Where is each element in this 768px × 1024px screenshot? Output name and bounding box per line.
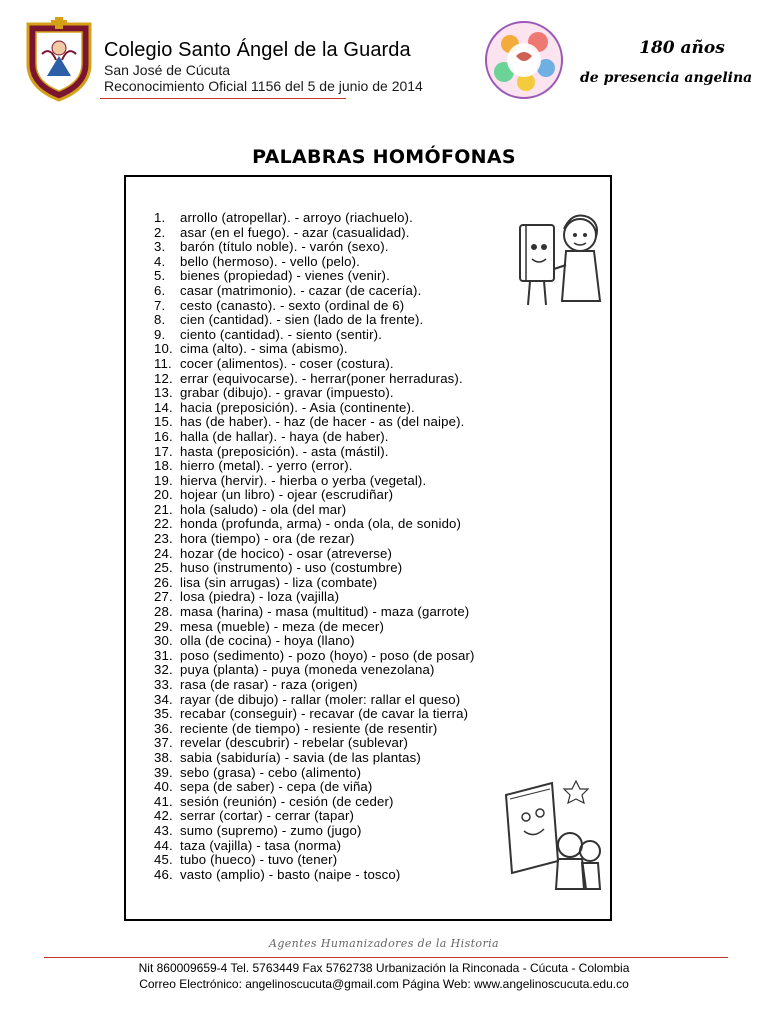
- list-item-number: 16.: [154, 428, 173, 444]
- list-item: [154, 547, 475, 562]
- list-item-text: has (de haber). - haz (de hacer - as (del naipe).: [180, 414, 465, 430]
- list-item-number: 38.: [154, 749, 173, 765]
- list-item: [154, 678, 475, 693]
- list-item: [154, 386, 475, 401]
- list-item-number: 23.: [154, 531, 173, 547]
- list-item-number: 45.: [154, 852, 173, 868]
- list-item: [154, 503, 475, 518]
- list-item-text: cesto (canasto). - sexto (ordinal de 6): [180, 297, 405, 313]
- list-item-text: huso (instrumento) - uso (costumbre): [180, 560, 403, 576]
- list-item: [154, 634, 475, 649]
- list-item: [154, 766, 475, 781]
- list-item-text: casar (matrimonio). - cazar (de cacería).: [180, 282, 422, 298]
- list-item-number: 11.: [154, 355, 172, 371]
- list-item-number: 8.: [154, 312, 166, 328]
- list-item: [154, 751, 475, 766]
- list-item-text: tubo (hueco) - tuvo (tener): [180, 852, 338, 868]
- list-item-text: poso (sedimento) - pozo (hoyo) - poso (de posar): [180, 647, 475, 663]
- list-item: [154, 211, 475, 226]
- list-item: [154, 532, 475, 547]
- list-item: [154, 707, 475, 722]
- list-item-text: hola (saludo) - ola (del mar): [180, 501, 347, 517]
- list-item-text: halla (de hallar). - haya (de haber).: [180, 428, 389, 444]
- list-item-number: 21.: [154, 501, 173, 517]
- list-item: [154, 474, 475, 489]
- page-title: PALABRAS HOMÓFONAS: [252, 146, 516, 168]
- school-name: Colegio Santo Ángel de la Guarda: [104, 39, 411, 61]
- list-item-number: 36.: [154, 720, 173, 736]
- list-item: [154, 853, 475, 868]
- list-item-number: 12.: [154, 370, 173, 386]
- abc-book-drawing: [496, 775, 604, 897]
- list-item: [154, 240, 475, 255]
- list-item: [154, 561, 475, 576]
- list-item: [154, 517, 475, 532]
- list-item-text: cien (cantidad). - sien (lado de la frente).: [180, 312, 424, 328]
- list-item: [154, 780, 475, 795]
- list-item: [154, 401, 475, 416]
- list-item-text: cima (alto). - sima (abismo).: [180, 341, 348, 357]
- list-item: [154, 824, 475, 839]
- anniversary-tagline: de presencia angelina: [580, 70, 753, 86]
- footer-divider: [44, 957, 728, 958]
- list-item-number: 40.: [154, 779, 173, 795]
- list-item-text: hierva (hervir). - hierba o yerba (vegetal).: [180, 472, 427, 488]
- list-item-text: hacia (preposición). - Asia (continente).: [180, 399, 415, 415]
- header-divider: [100, 98, 346, 99]
- list-item: [154, 722, 475, 737]
- list-item-text: ciento (cantidad). - siento (sentir).: [180, 326, 382, 342]
- list-item-number: 20.: [154, 487, 173, 503]
- list-item-text: mesa (mueble) - meza (de mecer): [180, 618, 384, 634]
- anniversary-years: 180 años: [639, 38, 725, 58]
- list-item-number: 29.: [154, 618, 173, 634]
- list-item-text: recabar (conseguir) - recavar (de cavar la tierra): [180, 706, 469, 722]
- list-item-text: rasa (de rasar) - raza (origen): [180, 677, 358, 692]
- list-item: [154, 430, 475, 445]
- list-item-number: 25.: [154, 560, 173, 576]
- list-item-number: 18.: [154, 458, 173, 474]
- list-item-number: 31.: [154, 647, 173, 663]
- list-item-text: sesión (reunión) - cesión (de ceder): [180, 793, 394, 809]
- list-item: [154, 415, 475, 430]
- list-item-number: 22.: [154, 516, 173, 532]
- list-item-text: serrar (cortar) - cerrar (tapar): [180, 808, 355, 824]
- footer-motto: Agentes Humanizadores de la Historia: [268, 937, 499, 950]
- list-item-number: 17.: [154, 443, 173, 459]
- list-item-number: 41.: [154, 793, 173, 809]
- list-item-text: hojear (un libro) - ojear (escrudiñar): [180, 487, 394, 503]
- list-item: [154, 839, 475, 854]
- list-item: [154, 576, 475, 591]
- list-item: [154, 299, 475, 314]
- list-item-number: 14.: [154, 399, 173, 415]
- list-item-number: 34.: [154, 691, 173, 707]
- list-item: [154, 795, 475, 810]
- list-item-text: barón (título noble). - varón (sexo).: [180, 239, 389, 255]
- list-item: [154, 649, 475, 664]
- list-item: [154, 590, 475, 605]
- list-item-number: 26.: [154, 574, 173, 590]
- list-item-number: 30.: [154, 633, 173, 649]
- list-item-number: 32.: [154, 662, 173, 678]
- list-item-number: 43.: [154, 822, 173, 838]
- list-item: [154, 255, 475, 270]
- list-item: [154, 445, 475, 460]
- footer-contact-line: Nit 860009659-4 Tel. 5763449 Fax 5762738 Urbanización la Rinconada - Cúcuta - Colombia: [138, 961, 630, 975]
- list-item: [154, 284, 475, 299]
- list-item-text: taza (vajilla) - tasa (norma): [180, 837, 342, 853]
- list-item: [154, 663, 475, 678]
- list-item-text: cocer (alimentos). - coser (costura).: [180, 355, 394, 371]
- list-item-number: 13.: [154, 385, 173, 401]
- list-item-number: 27.: [154, 589, 173, 605]
- list-item-text: reciente (de tiempo) - resiente (de resentir): [180, 720, 438, 736]
- list-item: [154, 809, 475, 824]
- list-item-text: losa (piedra) - loza (vajilla): [180, 589, 340, 605]
- word-list-frame: [124, 175, 612, 921]
- list-item-number: 33.: [154, 677, 173, 692]
- list-item-text: hasta (preposición). - asta (mástil).: [180, 443, 389, 459]
- list-item-number: 5.: [154, 268, 166, 284]
- school-crest-logo: [20, 16, 98, 102]
- official-recognition: Reconocimiento Oficial 1156 del 5 de junio de 2014: [104, 78, 423, 94]
- list-item-number: 6.: [154, 282, 166, 298]
- list-item: [154, 605, 475, 620]
- anniversary-logo: [480, 18, 568, 102]
- list-item-text: arrollo (atropellar). - arroyo (riachuelo).: [180, 210, 413, 225]
- list-item-text: revelar (descubrir) - rebelar (sublevar): [180, 735, 409, 751]
- list-item-number: 19.: [154, 472, 173, 488]
- list-item-text: olla (de cocina) - hoya (llano): [180, 633, 355, 649]
- list-item-text: sumo (supremo) - zumo (jugo): [180, 822, 362, 838]
- list-item-number: 9.: [154, 326, 166, 342]
- list-item-text: sebo (grasa) - cebo (alimento): [180, 764, 362, 780]
- list-item-number: 46.: [154, 866, 173, 882]
- list-item-text: lisa (sin arrugas) - liza (combate): [180, 574, 378, 590]
- list-item-text: hora (tiempo) - ora (de rezar): [180, 531, 355, 547]
- list-item-number: 4.: [154, 253, 166, 269]
- list-item-number: 37.: [154, 735, 173, 751]
- list-item-text: hozar (de hocico) - osar (atreverse): [180, 545, 393, 561]
- list-item-text: errar (equivocarse). - herrar(poner herraduras).: [180, 370, 463, 386]
- list-item-text: bello (hermoso). - vello (pelo).: [180, 253, 360, 269]
- list-item-number: 3.: [154, 239, 166, 255]
- list-item: [154, 313, 475, 328]
- list-item-text: masa (harina) - masa (multitud) - maza (garrote): [180, 604, 470, 620]
- list-item-text: grabar (dibujo). - gravar (impuesto).: [180, 385, 394, 401]
- list-item-number: 42.: [154, 808, 173, 824]
- list-item-number: 1.: [154, 210, 166, 225]
- list-item-number: 35.: [154, 706, 173, 722]
- list-item: [154, 269, 475, 284]
- list-item: [154, 693, 475, 708]
- list-item: [154, 328, 475, 343]
- list-item-number: 44.: [154, 837, 173, 853]
- school-city: San José de Cúcuta: [104, 62, 231, 78]
- list-item-text: vasto (amplio) - basto (naipe - tosco): [180, 866, 401, 882]
- list-item-text: sabia (sabiduría) - savia (de las plantas): [180, 749, 421, 765]
- children-with-book-drawing: [514, 205, 608, 317]
- list-item-text: sepa (de saber) - cepa (de viña): [180, 779, 373, 795]
- list-item: [154, 488, 475, 503]
- list-item-text: rayar (de dibujo) - rallar (moler: rallar el queso): [180, 691, 461, 707]
- list-item-number: 28.: [154, 604, 173, 620]
- list-item: [154, 620, 475, 635]
- list-item-number: 24.: [154, 545, 173, 561]
- list-item: [154, 357, 475, 372]
- list-item-number: 39.: [154, 764, 173, 780]
- list-item: [154, 342, 475, 357]
- footer-email-web-line: Correo Electrónico: angelinoscucuta@gmail.com Página Web: www.angelinoscucuta.edu.co: [139, 977, 629, 991]
- list-item-number: 10.: [154, 341, 173, 357]
- list-item: [154, 372, 475, 387]
- list-item-text: hierro (metal). - yerro (error).: [180, 458, 353, 474]
- list-item-number: 15.: [154, 414, 173, 430]
- list-item-text: honda (profunda, arma) - onda (ola, de sonido): [180, 516, 462, 532]
- list-item: [154, 868, 475, 883]
- list-item-text: asar (en el fuego). - azar (casualidad).: [180, 224, 410, 240]
- list-item: [154, 736, 475, 751]
- list-item-number: 2.: [154, 224, 166, 240]
- list-item-text: puya (planta) - puya (moneda venezolana): [180, 662, 435, 678]
- homophone-list: [154, 211, 475, 882]
- list-item: [154, 226, 475, 241]
- list-item: [154, 459, 475, 474]
- list-item-text: bienes (propiedad) - vienes (venir).: [180, 268, 390, 284]
- list-item-number: 7.: [154, 297, 166, 313]
